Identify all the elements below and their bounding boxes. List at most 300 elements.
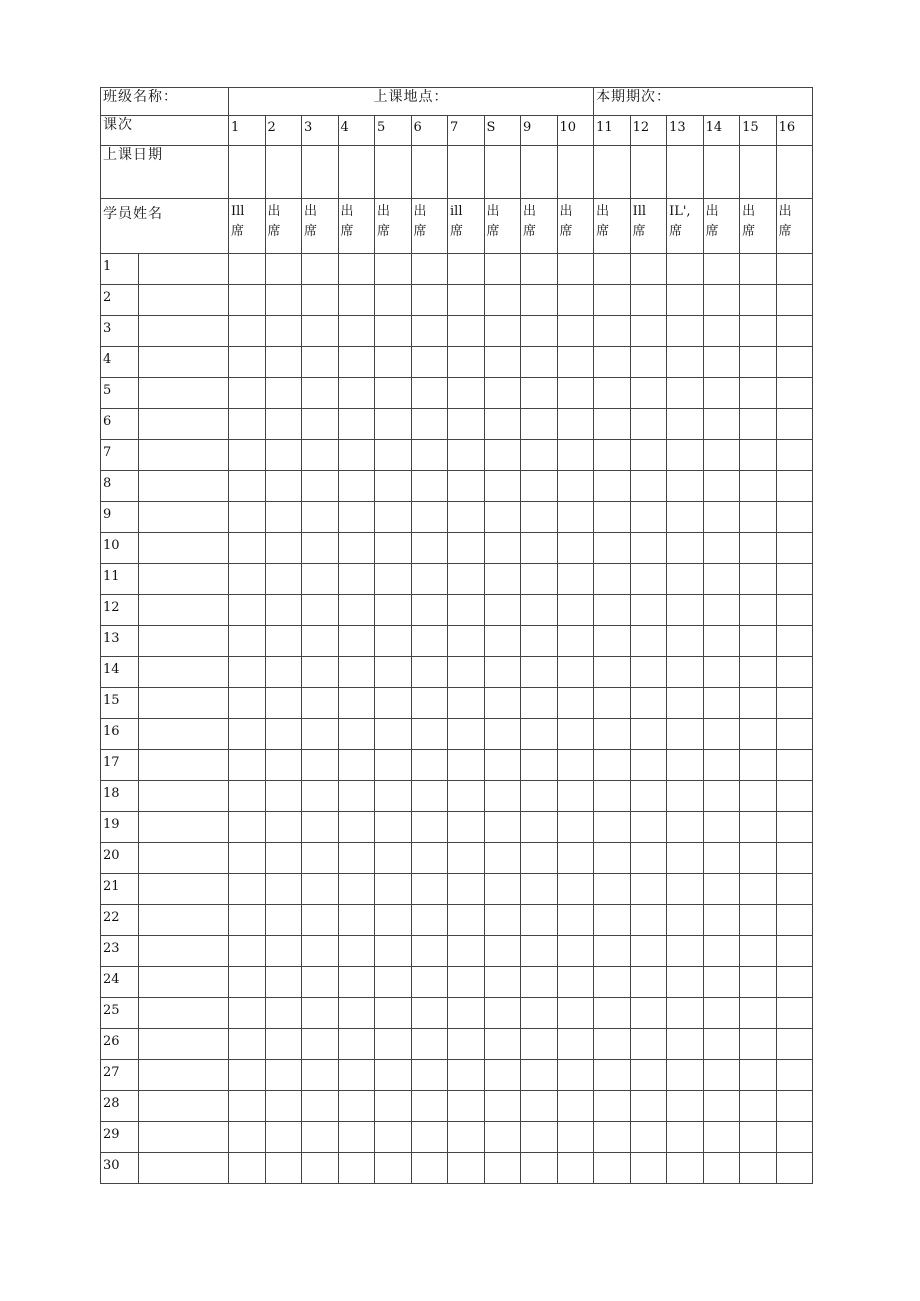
attendance-cell[interactable] <box>448 1029 485 1060</box>
attendance-cell[interactable] <box>703 626 740 657</box>
attendance-cell[interactable] <box>448 1060 485 1091</box>
attendance-cell[interactable] <box>302 905 339 936</box>
attendance-cell[interactable] <box>776 781 813 812</box>
attendance-cell[interactable] <box>740 285 777 316</box>
attendance-cell[interactable] <box>630 719 667 750</box>
attendance-cell[interactable] <box>630 347 667 378</box>
attendance-cell[interactable] <box>557 1153 594 1184</box>
attendance-cell[interactable] <box>521 750 558 781</box>
attendance-cell[interactable] <box>557 409 594 440</box>
attendance-cell[interactable] <box>411 316 448 347</box>
attendance-cell[interactable] <box>265 1091 302 1122</box>
attendance-cell[interactable] <box>338 254 375 285</box>
attendance-cell[interactable] <box>302 967 339 998</box>
attendance-cell[interactable] <box>229 254 266 285</box>
attendance-cell[interactable] <box>375 626 412 657</box>
attendance-cell[interactable] <box>448 564 485 595</box>
attendance-cell[interactable] <box>375 285 412 316</box>
attendance-cell[interactable] <box>302 1029 339 1060</box>
attendance-cell[interactable] <box>338 502 375 533</box>
attendance-cell[interactable] <box>302 1091 339 1122</box>
attendance-cell[interactable] <box>521 626 558 657</box>
student-name-cell[interactable] <box>139 688 229 719</box>
attendance-cell[interactable] <box>521 998 558 1029</box>
student-name-cell[interactable] <box>139 316 229 347</box>
attendance-cell[interactable] <box>484 595 521 626</box>
attendance-cell[interactable] <box>594 285 631 316</box>
attendance-cell[interactable] <box>594 998 631 1029</box>
attendance-cell[interactable] <box>375 254 412 285</box>
attendance-cell[interactable] <box>484 626 521 657</box>
attendance-cell[interactable] <box>740 1029 777 1060</box>
attendance-cell[interactable] <box>229 843 266 874</box>
attendance-cell[interactable] <box>740 1091 777 1122</box>
student-name-cell[interactable] <box>139 1029 229 1060</box>
attendance-cell[interactable] <box>630 812 667 843</box>
attendance-cell[interactable] <box>484 347 521 378</box>
attendance-cell[interactable] <box>776 936 813 967</box>
attendance-cell[interactable] <box>411 1060 448 1091</box>
attendance-cell[interactable] <box>229 626 266 657</box>
attendance-cell[interactable] <box>521 595 558 626</box>
attendance-cell[interactable] <box>630 750 667 781</box>
attendance-cell[interactable] <box>630 502 667 533</box>
attendance-cell[interactable] <box>448 781 485 812</box>
attendance-cell[interactable] <box>302 285 339 316</box>
student-name-cell[interactable] <box>139 812 229 843</box>
attendance-cell[interactable] <box>265 440 302 471</box>
attendance-cell[interactable] <box>448 378 485 409</box>
attendance-cell[interactable] <box>229 378 266 409</box>
attendance-cell[interactable] <box>594 781 631 812</box>
attendance-cell[interactable] <box>375 595 412 626</box>
attendance-cell[interactable] <box>667 936 704 967</box>
student-name-cell[interactable] <box>139 719 229 750</box>
attendance-cell[interactable] <box>265 905 302 936</box>
attendance-cell[interactable] <box>667 874 704 905</box>
attendance-cell[interactable] <box>265 378 302 409</box>
attendance-cell[interactable] <box>740 719 777 750</box>
attendance-cell[interactable] <box>630 1029 667 1060</box>
attendance-cell[interactable] <box>411 254 448 285</box>
student-name-cell[interactable] <box>139 998 229 1029</box>
attendance-cell[interactable] <box>375 1029 412 1060</box>
attendance-cell[interactable] <box>630 533 667 564</box>
attendance-cell[interactable] <box>229 1122 266 1153</box>
attendance-cell[interactable] <box>338 564 375 595</box>
attendance-cell[interactable] <box>740 502 777 533</box>
attendance-cell[interactable] <box>557 998 594 1029</box>
attendance-cell[interactable] <box>484 812 521 843</box>
attendance-cell[interactable] <box>484 874 521 905</box>
student-name-cell[interactable] <box>139 1153 229 1184</box>
attendance-cell[interactable] <box>557 657 594 688</box>
attendance-cell[interactable] <box>667 502 704 533</box>
attendance-cell[interactable] <box>776 688 813 719</box>
attendance-cell[interactable] <box>229 967 266 998</box>
student-name-cell[interactable] <box>139 564 229 595</box>
attendance-cell[interactable] <box>229 440 266 471</box>
attendance-cell[interactable] <box>302 254 339 285</box>
attendance-cell[interactable] <box>594 254 631 285</box>
attendance-cell[interactable] <box>265 688 302 719</box>
attendance-cell[interactable] <box>703 1091 740 1122</box>
attendance-cell[interactable] <box>375 781 412 812</box>
attendance-cell[interactable] <box>667 657 704 688</box>
attendance-cell[interactable] <box>521 1122 558 1153</box>
attendance-cell[interactable] <box>265 502 302 533</box>
attendance-cell[interactable] <box>302 502 339 533</box>
attendance-cell[interactable] <box>229 905 266 936</box>
class-date-cell[interactable] <box>740 146 777 199</box>
attendance-cell[interactable] <box>703 1153 740 1184</box>
attendance-cell[interactable] <box>667 1060 704 1091</box>
attendance-cell[interactable] <box>703 1060 740 1091</box>
attendance-cell[interactable] <box>557 533 594 564</box>
attendance-cell[interactable] <box>375 812 412 843</box>
attendance-cell[interactable] <box>302 316 339 347</box>
attendance-cell[interactable] <box>703 936 740 967</box>
attendance-cell[interactable] <box>521 1029 558 1060</box>
attendance-cell[interactable] <box>740 688 777 719</box>
student-name-cell[interactable] <box>139 378 229 409</box>
attendance-cell[interactable] <box>375 316 412 347</box>
attendance-cell[interactable] <box>448 750 485 781</box>
attendance-cell[interactable] <box>521 564 558 595</box>
attendance-cell[interactable] <box>265 750 302 781</box>
attendance-cell[interactable] <box>302 750 339 781</box>
attendance-cell[interactable] <box>703 719 740 750</box>
attendance-cell[interactable] <box>265 347 302 378</box>
attendance-cell[interactable] <box>338 440 375 471</box>
attendance-cell[interactable] <box>630 1153 667 1184</box>
attendance-cell[interactable] <box>302 533 339 564</box>
attendance-cell[interactable] <box>703 471 740 502</box>
attendance-cell[interactable] <box>448 812 485 843</box>
student-name-cell[interactable] <box>139 285 229 316</box>
attendance-cell[interactable] <box>338 409 375 440</box>
attendance-cell[interactable] <box>302 843 339 874</box>
attendance-cell[interactable] <box>740 905 777 936</box>
attendance-cell[interactable] <box>484 409 521 440</box>
attendance-cell[interactable] <box>667 967 704 998</box>
attendance-cell[interactable] <box>302 440 339 471</box>
attendance-cell[interactable] <box>703 998 740 1029</box>
attendance-cell[interactable] <box>338 998 375 1029</box>
attendance-cell[interactable] <box>484 750 521 781</box>
attendance-cell[interactable] <box>484 781 521 812</box>
attendance-cell[interactable] <box>740 812 777 843</box>
attendance-cell[interactable] <box>338 781 375 812</box>
attendance-cell[interactable] <box>703 254 740 285</box>
attendance-cell[interactable] <box>411 1122 448 1153</box>
attendance-cell[interactable] <box>557 1060 594 1091</box>
attendance-cell[interactable] <box>521 657 558 688</box>
attendance-cell[interactable] <box>776 905 813 936</box>
attendance-cell[interactable] <box>594 843 631 874</box>
attendance-cell[interactable] <box>411 409 448 440</box>
attendance-cell[interactable] <box>521 1091 558 1122</box>
attendance-cell[interactable] <box>630 1122 667 1153</box>
attendance-cell[interactable] <box>484 316 521 347</box>
attendance-cell[interactable] <box>229 657 266 688</box>
attendance-cell[interactable] <box>630 595 667 626</box>
attendance-cell[interactable] <box>338 874 375 905</box>
attendance-cell[interactable] <box>375 843 412 874</box>
class-date-cell[interactable] <box>703 146 740 199</box>
attendance-cell[interactable] <box>229 285 266 316</box>
attendance-cell[interactable] <box>776 316 813 347</box>
attendance-cell[interactable] <box>375 533 412 564</box>
attendance-cell[interactable] <box>229 533 266 564</box>
attendance-cell[interactable] <box>265 471 302 502</box>
attendance-cell[interactable] <box>484 998 521 1029</box>
attendance-cell[interactable] <box>338 595 375 626</box>
attendance-cell[interactable] <box>557 905 594 936</box>
attendance-cell[interactable] <box>265 967 302 998</box>
attendance-cell[interactable] <box>375 347 412 378</box>
attendance-cell[interactable] <box>776 1091 813 1122</box>
attendance-cell[interactable] <box>703 1122 740 1153</box>
attendance-cell[interactable] <box>265 1153 302 1184</box>
student-name-cell[interactable] <box>139 843 229 874</box>
attendance-cell[interactable] <box>338 347 375 378</box>
attendance-cell[interactable] <box>265 595 302 626</box>
attendance-cell[interactable] <box>776 471 813 502</box>
attendance-cell[interactable] <box>740 595 777 626</box>
student-name-cell[interactable] <box>139 1091 229 1122</box>
attendance-cell[interactable] <box>411 347 448 378</box>
attendance-cell[interactable] <box>375 1122 412 1153</box>
student-name-cell[interactable] <box>139 905 229 936</box>
attendance-cell[interactable] <box>229 874 266 905</box>
attendance-cell[interactable] <box>484 285 521 316</box>
attendance-cell[interactable] <box>630 936 667 967</box>
attendance-cell[interactable] <box>448 1091 485 1122</box>
class-date-cell[interactable] <box>557 146 594 199</box>
attendance-cell[interactable] <box>229 936 266 967</box>
student-name-cell[interactable] <box>139 471 229 502</box>
attendance-cell[interactable] <box>703 440 740 471</box>
attendance-cell[interactable] <box>411 1029 448 1060</box>
attendance-cell[interactable] <box>375 998 412 1029</box>
attendance-cell[interactable] <box>448 595 485 626</box>
attendance-cell[interactable] <box>703 781 740 812</box>
attendance-cell[interactable] <box>630 254 667 285</box>
attendance-cell[interactable] <box>557 688 594 719</box>
attendance-cell[interactable] <box>630 316 667 347</box>
attendance-cell[interactable] <box>265 781 302 812</box>
attendance-cell[interactable] <box>302 781 339 812</box>
attendance-cell[interactable] <box>630 626 667 657</box>
attendance-cell[interactable] <box>667 1029 704 1060</box>
class-date-cell[interactable] <box>630 146 667 199</box>
attendance-cell[interactable] <box>484 564 521 595</box>
attendance-cell[interactable] <box>229 409 266 440</box>
attendance-cell[interactable] <box>594 378 631 409</box>
attendance-cell[interactable] <box>557 1122 594 1153</box>
attendance-cell[interactable] <box>594 347 631 378</box>
class-date-cell[interactable] <box>448 146 485 199</box>
attendance-cell[interactable] <box>667 409 704 440</box>
attendance-cell[interactable] <box>302 564 339 595</box>
attendance-cell[interactable] <box>411 998 448 1029</box>
attendance-cell[interactable] <box>594 812 631 843</box>
attendance-cell[interactable] <box>265 812 302 843</box>
attendance-cell[interactable] <box>776 874 813 905</box>
attendance-cell[interactable] <box>594 719 631 750</box>
attendance-cell[interactable] <box>557 502 594 533</box>
attendance-cell[interactable] <box>448 874 485 905</box>
attendance-cell[interactable] <box>557 626 594 657</box>
attendance-cell[interactable] <box>557 750 594 781</box>
attendance-cell[interactable] <box>448 967 485 998</box>
attendance-cell[interactable] <box>338 626 375 657</box>
attendance-cell[interactable] <box>411 471 448 502</box>
attendance-cell[interactable] <box>594 657 631 688</box>
attendance-cell[interactable] <box>740 471 777 502</box>
attendance-cell[interactable] <box>484 378 521 409</box>
attendance-cell[interactable] <box>630 285 667 316</box>
attendance-cell[interactable] <box>229 998 266 1029</box>
attendance-cell[interactable] <box>411 905 448 936</box>
attendance-cell[interactable] <box>411 378 448 409</box>
attendance-cell[interactable] <box>375 409 412 440</box>
attendance-cell[interactable] <box>448 533 485 564</box>
attendance-cell[interactable] <box>338 812 375 843</box>
attendance-cell[interactable] <box>630 657 667 688</box>
attendance-cell[interactable] <box>521 843 558 874</box>
attendance-cell[interactable] <box>703 564 740 595</box>
attendance-cell[interactable] <box>484 688 521 719</box>
attendance-cell[interactable] <box>375 440 412 471</box>
attendance-cell[interactable] <box>776 998 813 1029</box>
attendance-cell[interactable] <box>448 1153 485 1184</box>
attendance-cell[interactable] <box>338 285 375 316</box>
attendance-cell[interactable] <box>667 750 704 781</box>
attendance-cell[interactable] <box>594 905 631 936</box>
class-date-cell[interactable] <box>667 146 704 199</box>
attendance-cell[interactable] <box>740 936 777 967</box>
attendance-cell[interactable] <box>667 781 704 812</box>
attendance-cell[interactable] <box>594 316 631 347</box>
attendance-cell[interactable] <box>630 874 667 905</box>
attendance-cell[interactable] <box>448 719 485 750</box>
attendance-cell[interactable] <box>521 502 558 533</box>
attendance-cell[interactable] <box>776 595 813 626</box>
attendance-cell[interactable] <box>703 874 740 905</box>
attendance-cell[interactable] <box>667 564 704 595</box>
attendance-cell[interactable] <box>776 967 813 998</box>
attendance-cell[interactable] <box>338 750 375 781</box>
attendance-cell[interactable] <box>229 1060 266 1091</box>
attendance-cell[interactable] <box>776 843 813 874</box>
attendance-cell[interactable] <box>484 471 521 502</box>
class-date-cell[interactable] <box>776 146 813 199</box>
attendance-cell[interactable] <box>411 440 448 471</box>
attendance-cell[interactable] <box>703 502 740 533</box>
attendance-cell[interactable] <box>667 471 704 502</box>
attendance-cell[interactable] <box>229 1153 266 1184</box>
attendance-cell[interactable] <box>667 688 704 719</box>
attendance-cell[interactable] <box>703 967 740 998</box>
attendance-cell[interactable] <box>521 719 558 750</box>
attendance-cell[interactable] <box>229 812 266 843</box>
student-name-cell[interactable] <box>139 502 229 533</box>
attendance-cell[interactable] <box>375 936 412 967</box>
attendance-cell[interactable] <box>703 657 740 688</box>
attendance-cell[interactable] <box>740 316 777 347</box>
attendance-cell[interactable] <box>740 998 777 1029</box>
attendance-cell[interactable] <box>594 502 631 533</box>
attendance-cell[interactable] <box>594 471 631 502</box>
attendance-cell[interactable] <box>338 936 375 967</box>
attendance-cell[interactable] <box>667 533 704 564</box>
attendance-cell[interactable] <box>521 812 558 843</box>
attendance-cell[interactable] <box>265 874 302 905</box>
attendance-cell[interactable] <box>630 1091 667 1122</box>
attendance-cell[interactable] <box>411 719 448 750</box>
student-name-cell[interactable] <box>139 1060 229 1091</box>
attendance-cell[interactable] <box>375 750 412 781</box>
attendance-cell[interactable] <box>594 533 631 564</box>
attendance-cell[interactable] <box>557 440 594 471</box>
class-date-cell[interactable] <box>375 146 412 199</box>
attendance-cell[interactable] <box>521 967 558 998</box>
attendance-cell[interactable] <box>557 347 594 378</box>
attendance-cell[interactable] <box>630 843 667 874</box>
attendance-cell[interactable] <box>411 657 448 688</box>
attendance-cell[interactable] <box>521 1153 558 1184</box>
student-name-cell[interactable] <box>139 967 229 998</box>
class-date-cell[interactable] <box>338 146 375 199</box>
attendance-cell[interactable] <box>302 347 339 378</box>
attendance-cell[interactable] <box>229 781 266 812</box>
attendance-cell[interactable] <box>484 1060 521 1091</box>
attendance-cell[interactable] <box>594 626 631 657</box>
student-name-cell[interactable] <box>139 533 229 564</box>
attendance-cell[interactable] <box>338 719 375 750</box>
attendance-cell[interactable] <box>375 1153 412 1184</box>
attendance-cell[interactable] <box>557 719 594 750</box>
attendance-cell[interactable] <box>521 409 558 440</box>
student-name-cell[interactable] <box>139 657 229 688</box>
attendance-cell[interactable] <box>594 1029 631 1060</box>
attendance-cell[interactable] <box>594 1060 631 1091</box>
attendance-cell[interactable] <box>703 905 740 936</box>
attendance-cell[interactable] <box>740 967 777 998</box>
attendance-cell[interactable] <box>411 533 448 564</box>
attendance-cell[interactable] <box>484 1122 521 1153</box>
attendance-cell[interactable] <box>594 750 631 781</box>
attendance-cell[interactable] <box>448 688 485 719</box>
attendance-cell[interactable] <box>375 1091 412 1122</box>
attendance-cell[interactable] <box>302 409 339 440</box>
attendance-cell[interactable] <box>375 471 412 502</box>
student-name-cell[interactable] <box>139 936 229 967</box>
class-date-cell[interactable] <box>411 146 448 199</box>
student-name-cell[interactable] <box>139 874 229 905</box>
student-name-cell[interactable] <box>139 347 229 378</box>
attendance-cell[interactable] <box>302 998 339 1029</box>
attendance-cell[interactable] <box>265 533 302 564</box>
attendance-cell[interactable] <box>667 285 704 316</box>
attendance-cell[interactable] <box>557 378 594 409</box>
attendance-cell[interactable] <box>776 1029 813 1060</box>
attendance-cell[interactable] <box>484 967 521 998</box>
attendance-cell[interactable] <box>411 1091 448 1122</box>
attendance-cell[interactable] <box>265 936 302 967</box>
